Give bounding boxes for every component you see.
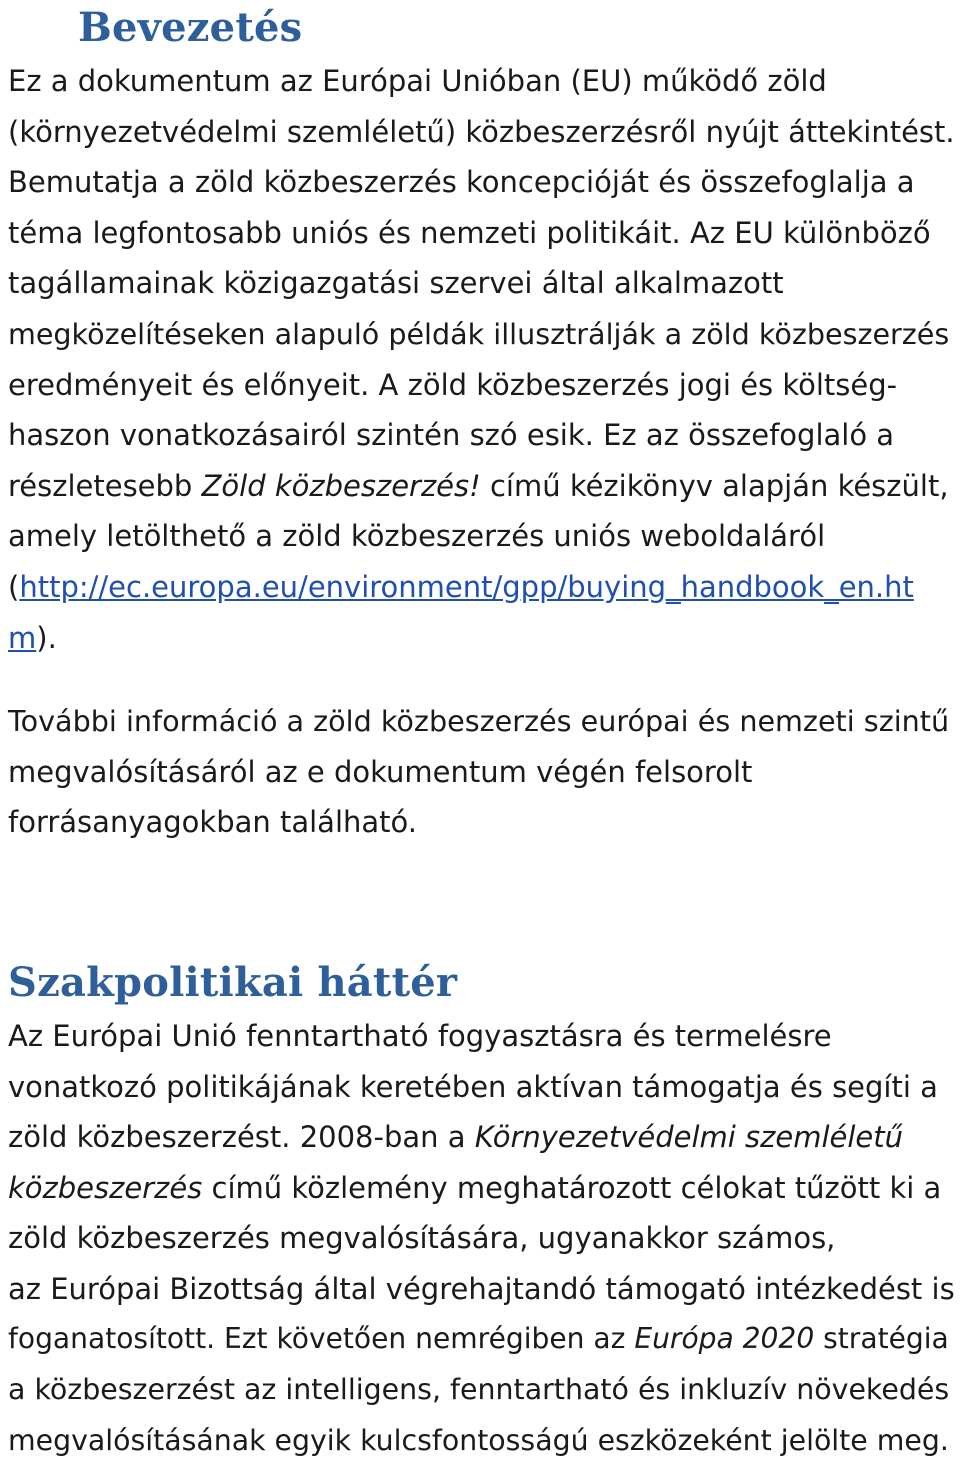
open-paren: (	[8, 569, 20, 604]
text-line	[8, 1112, 956, 1163]
text-run: zöld közbeszerzést. 2008-ban a	[8, 1120, 475, 1155]
text-line: amely letölthető a zöld közbeszerzés uniós weboldaláról	[8, 519, 826, 554]
text-line: haszon vonatkozásairól szintén szó esik. Ez az összefoglaló a	[8, 418, 895, 453]
text-line	[8, 1314, 956, 1365]
text-line: További információ a zöld közbeszerzés európai és nemzeti szintű	[8, 704, 950, 739]
text-line: (környezetvédelmi szemléletű) közbeszerzésről nyújt áttekintést.	[8, 114, 955, 149]
text-line: tagállamainak közigazgatási szervei által alkalmazott	[8, 266, 784, 301]
handbook-title-italic: Zöld közbeszerzés!	[201, 468, 481, 503]
text-line: eredményeit és előnyeit. A zöld közbeszerzés jogi és költség-	[8, 367, 898, 402]
intro-paragraph-1	[8, 56, 956, 663]
handbook-link-continuation[interactable]: m	[8, 620, 37, 655]
text-line: forrásanyagokban található.	[8, 805, 417, 840]
text-run: című kézikönyv alapján készült,	[480, 468, 949, 503]
text-line: a közbeszerzést az intelligens, fenntartható és inkluzív növekedés	[8, 1373, 950, 1407]
text-run: című közlemény meghatározott célokat tűzött ki a	[202, 1170, 942, 1205]
text-line	[8, 1163, 956, 1214]
communication-title-italic: közbeszerzés	[8, 1170, 203, 1205]
communication-title-italic: Környezetvédelmi szemléletű	[474, 1120, 904, 1155]
intro-paragraph-2	[8, 696, 956, 848]
section-spacer	[8, 848, 956, 955]
text-line: vonatkozó politikájának keretében aktívan támogatja és segíti a	[8, 1069, 938, 1104]
text-line	[8, 613, 956, 664]
text-run: foganatosított. Ezt követően nemrégiben az	[8, 1322, 635, 1356]
paragraph-spacer	[8, 663, 956, 696]
close-paren: ).	[36, 620, 57, 655]
strategy-name-italic: Európa 2020	[634, 1322, 815, 1356]
text-line: Ez a dokumentum az Európai Unióban (EU) működő zöld	[8, 64, 827, 98]
text-line: Bemutatja a zöld közbeszerzés koncepcióját és összefoglalja a	[8, 165, 915, 200]
document-page	[8, 0, 956, 1466]
text-line	[8, 461, 956, 512]
text-line	[8, 562, 956, 613]
text-line: Az Európai Unió fenntartható fogyasztásra és termelésre	[8, 1018, 832, 1053]
text-line: az Európai Bizottság által végrehajtandó támogató intézkedést is	[8, 1271, 955, 1306]
section-title-intro: Bevezetés	[78, 4, 303, 51]
text-line: megközelítéseken alapuló példák illusztrálják a zöld közbeszerzés	[8, 316, 950, 351]
text-run: részletesebb	[8, 468, 202, 503]
text-line: téma legfontosabb uniós és nemzeti politikáit. Az EU különböző	[8, 215, 931, 250]
section-title-policy: Szakpolitikai háttér	[8, 958, 458, 1006]
text-line: megvalósításának egyik kulcsfontosságú eszközeként jelölte meg.	[8, 1423, 949, 1457]
text-line: megvalósításáról az e dokumentum végén felsorolt	[8, 754, 753, 789]
policy-paragraph-1	[8, 1011, 956, 1466]
text-run: stratégia	[814, 1322, 949, 1356]
handbook-link[interactable]: http://ec.europa.eu/environment/gpp/buying_handbook_en.ht	[19, 569, 914, 604]
text-line: zöld közbeszerzés megvalósítására, ugyanakkor számos,	[8, 1221, 836, 1256]
